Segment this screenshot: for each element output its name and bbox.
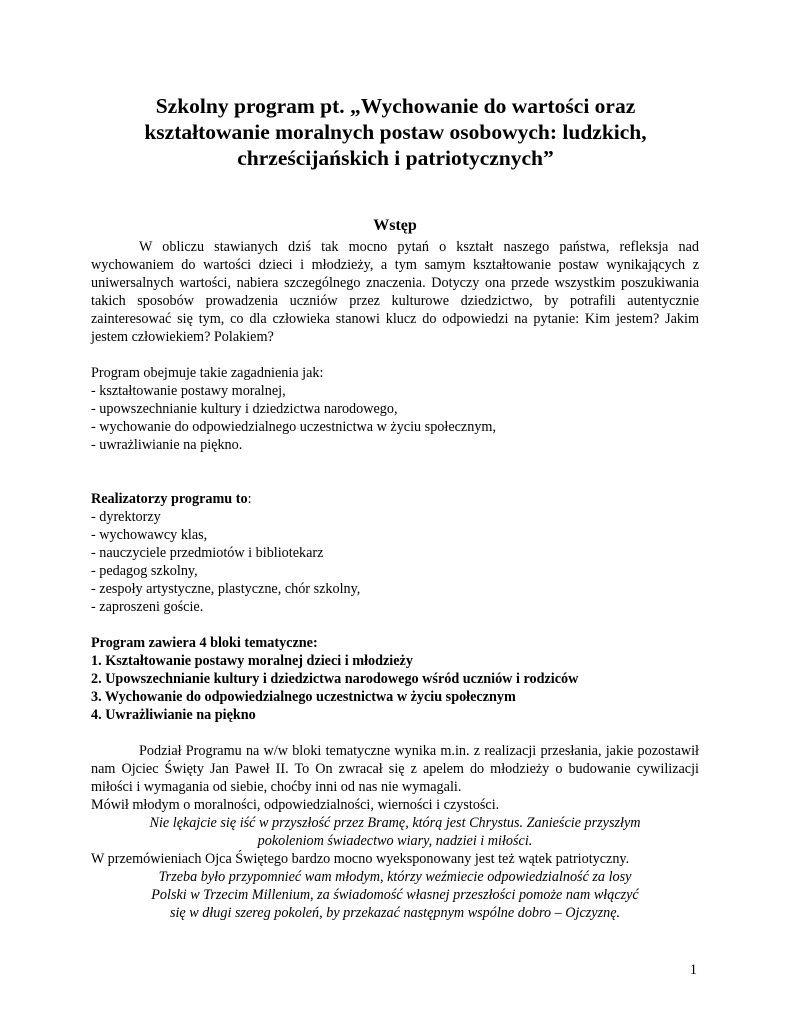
block-item: 2. Upowszechnianie kultury i dziedzictwa narodowego wśród uczniów i rodziców — [91, 671, 579, 687]
document-body — [91, 216, 699, 922]
block-item: 3. Wychowanie do odpowiedzialnego uczestnictwa w życiu społecznym — [91, 689, 516, 705]
spoke-line: Mówił młodym o moralności, odpowiedzialności, wierności i czystości. — [91, 797, 500, 813]
quote-line: pokoleniom świadectwo wiary, nadziei i miłości. — [257, 833, 533, 849]
quote-line: Trzeba było przypomnieć wam młodym, którzy weźmiecie odpowiedzialność za losy — [158, 869, 632, 885]
topic-item: - upowszechnianie kultury i dziedzictwa narodowego, — [91, 401, 398, 417]
block-item: 4. Uwrażliwianie na piękno — [91, 707, 256, 723]
realizer-item: - zaproszeni goście. — [91, 599, 204, 615]
realizer-item: - wychowawcy klas, — [91, 527, 208, 543]
block-item: 1. Kształtowanie postawy moralnej dzieci i młodzieży — [91, 653, 413, 669]
realizers-heading: Realizatorzy programu to — [91, 491, 248, 507]
quote-line: Nie lękajcie się iść w przyszłość przez Bramę, którą jest Chrystus. Zanieście przyszłym — [149, 815, 641, 831]
speeches-line: W przemówieniach Ojca Świętego bardzo mocno wyeksponowany jest też wątek patriotyczny. — [91, 851, 630, 867]
intro-paragraph: W obliczu stawianych dziś tak mocno pytań o kształt naszego państwa, refleksja nad wychowaniem do wartości dzieci i młodzieży, a tym samym kształtowanie postaw wynikających z uniwersalnych wartości, nabiera szczególnego znaczenia. Dotyczy ona przede wszystkim poszukiwania takich sposobów prowadzenia uczniów przez kulturowe dziedzictwo, by potrafili autentycznie zainteresować się tym, co dla człowieka stanowi klucz do odpowiedzi na pytanie: Kim jestem? Jakim jestem człowiekiem? Polakiem? — [91, 239, 699, 345]
realizers-colon: : — [247, 491, 252, 507]
topics-intro: Program obejmuje takie zagadnienia jak: — [91, 365, 324, 381]
topic-item: - wychowanie do odpowiedzialnego uczestnictwa w życiu społecznym, — [91, 419, 496, 435]
realizer-item: - dyrektorzy — [91, 509, 161, 525]
division-paragraph: Podział Programu na w/w bloki tematyczne wynika m.in. z realizacji przesłania, jakie pozostawił nam Ojciec Święty Jan Paweł II. To On zwracał się z apelem do młodzieży o budowanie cywilizacji miłości i wymagania od siebie, choćby inni od nas nie wymagali. — [91, 743, 699, 795]
page-number: 1 — [689, 962, 697, 978]
title-line: kształtowanie moralnych postaw osobowych: ludzkich, — [144, 120, 647, 144]
realizers-heading-line — [91, 490, 699, 508]
realizer-item: - nauczyciele przedmiotów i bibliotekarz — [91, 545, 324, 561]
document-title — [80, 93, 711, 171]
blocks-heading: Program zawiera 4 bloki tematyczne: — [91, 635, 318, 651]
title-line: chrześcijańskich i patriotycznych” — [237, 146, 554, 170]
topic-item: - uwrażliwianie na piękno. — [91, 437, 243, 453]
quote-line: się w długi szereg pokoleń, by przekazać następnym wspólne dobro – Ojczyznę. — [169, 905, 621, 921]
quote-line: Polski w Trzecim Millenium, za świadomość własnej przeszłości pomoże nam włączyć — [151, 887, 639, 903]
intro-heading: Wstęp — [373, 217, 417, 234]
realizer-item: - pedagog szkolny, — [91, 563, 198, 579]
realizer-item: - zespoły artystyczne, plastyczne, chór szkolny, — [91, 581, 361, 597]
topic-item: - kształtowanie postawy moralnej, — [91, 383, 286, 399]
title-line: Szkolny program pt. „Wychowanie do wartości oraz — [155, 94, 636, 118]
